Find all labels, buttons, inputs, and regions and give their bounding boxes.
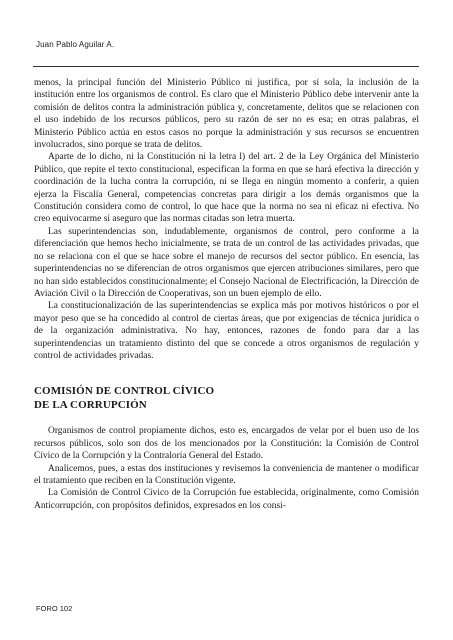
body-text (34, 77, 419, 512)
section-heading-line: COMISIÓN DE CONTROL CÍVICO (34, 385, 215, 398)
section-heading-line: DE LA CORRUPCIÓN (34, 399, 147, 412)
running-head-author: Juan Pablo Aguilar A. (36, 40, 115, 49)
paragraph: Aparte de lo dicho, ni la Constitución ni la letra l) del art. 2 de la Ley Orgánica del Ministerio Público, que repite el texto constitucional, especifican la forma en que se hará efectiva la dirección y coordinación de la lucha contra la corrupción, ni se llega en ningún momento a conferir, a quien ejerza la Fiscalía General, competencias concretas para dirigir a los demás organismos que la Constitución considera como de control, lo que hace que la norma no sea ni eficaz ni efectiva. No creo equivocarme si aseguro que las normas citadas son letra muerta. (34, 152, 419, 225)
paragraph: La constitucionalización de las superintendencias se explica más por motivos históricos o por el mayor peso que se ha concedido al control de ciertas áreas, que por exigencias de técnica jurídica o de la organización administrativa. No hay, entonces, razones de fondo para dar a las superintendencias un tratamiento distinto del que se concede a otros organismos de regulación y control de actividades privadas. (34, 301, 419, 361)
section-heading (34, 384, 419, 412)
paragraph: Las superintendencias son, indudablemente, organismos de control, pero conforme a la diferenciación que hemos hecho inicialmente, se trata de un control de las actividades privadas, que no se relaciona con el que se hace sobre el manejo de recursos del sector público. En esencia, las superintendencias no se diferencian de otros organismos que ejercen atribuciones similares, pero que no han sido establecidos constitucionalmente; el Consejo Nacional de Electrificación, la Dirección de Aviación Civil o la Dirección de Cooperativas, son un buen ejemplo de ello. (34, 226, 419, 299)
page-folio: FORO 102 (36, 604, 73, 613)
paragraph: Analicemos, pues, a estas dos instituciones y revisemos la conveniencia de mantener o modificar el tratamiento que reciben en la Constitución vigente. (34, 463, 419, 486)
paragraph: La Comisión de Control Cívico de la Corrupción fue establecida, originalmente, como Comisión Anticorrupción, con propósitos definidos, expresados en los consi- (34, 488, 419, 511)
paragraph: Organismos de control propiamente dichos, esto es, encargados de velar por el buen uso de los recursos públicos, solo son dos de los mencionados por la Constitución: la Comisión de Control Cívico de la Corrupción y la Contraloría General del Estado. (34, 426, 419, 462)
paragraph: menos, la principal función del Ministerio Público ni justifica, por sí sola, la inclusión de la institución entre los organismos de control. Es claro que el Ministerio Público debe intervenir ante la comisión de delitos contra la administración pública y, concretamente, delitos que se relacionen con el uso indebido de los recursos públicos, pero su razón de ser no es esa; en otras palabras, el Ministerio Público actúa en estos casos no porque la administración y sus recursos se encuentren involucrados, sino porque se trata de delitos. (34, 78, 419, 151)
header-divider (33, 66, 419, 67)
